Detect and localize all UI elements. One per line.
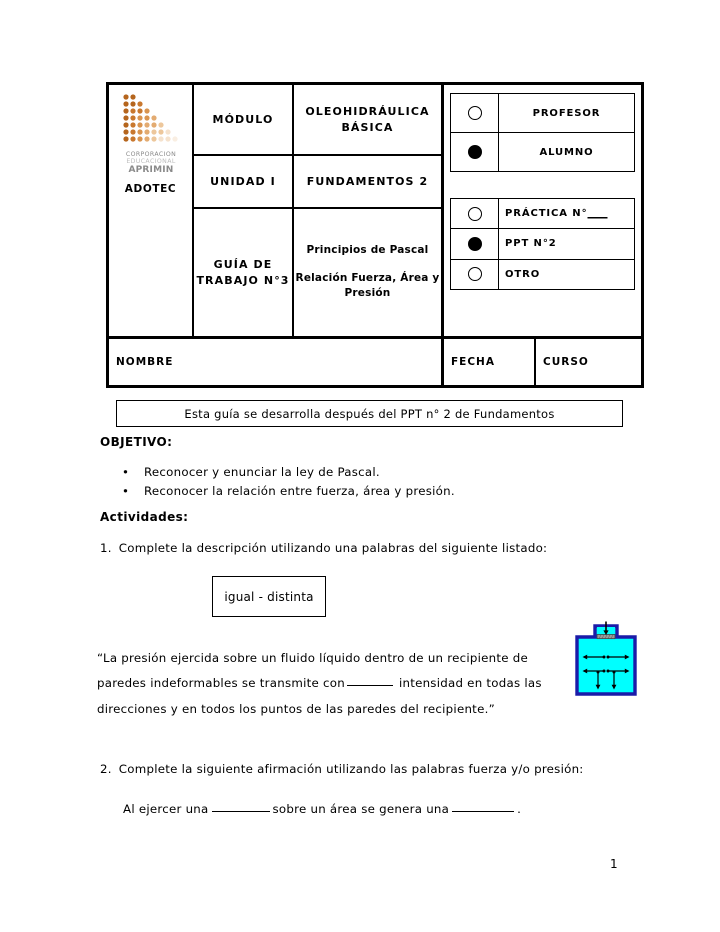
- type-otro-radio-cell[interactable]: [451, 260, 499, 289]
- activity-1-text: Complete la descripción utilizando una palabras del siguiente listado:: [118, 541, 548, 555]
- type-ppt-radio-cell[interactable]: [451, 229, 499, 258]
- header-info-table: [106, 82, 644, 388]
- activity-2-number: 2.: [100, 762, 112, 776]
- activity-2-sentence-part1: Al ejercer una: [123, 802, 209, 816]
- aprimin-wordmark-icon: [118, 148, 184, 174]
- word-bank-box: igual - distinta: [212, 576, 326, 617]
- guia-value-line1: Principios de Pascal: [306, 243, 429, 256]
- pressure-origin-dot: [607, 670, 610, 673]
- unidad-value: FUNDAMENTOS 2: [306, 174, 429, 188]
- objetivo-heading: OBJETIVO:: [100, 435, 173, 449]
- header-table-footer-row: [109, 339, 641, 385]
- curso-field[interactable]: CURSO: [543, 356, 589, 368]
- activity-2-sentence-part3: .: [517, 802, 522, 816]
- pascal-quote-part2: intensidad en todas las direcciones y en todos los puntos de las paredes del recipiente.”: [97, 676, 542, 716]
- radio-unselected-icon[interactable]: [468, 106, 482, 120]
- objetivo-list: [122, 463, 455, 501]
- type-ppt-label: PPT N°2: [505, 238, 557, 250]
- role-option-alumno[interactable]: [451, 132, 634, 171]
- fecha-field[interactable]: FECHA: [444, 339, 536, 385]
- table-row-modulo: [194, 85, 441, 156]
- sentence-blank-fuerza[interactable]: [212, 811, 270, 812]
- modulo-value: OLEOHIDRÁULICA BÁSICA: [305, 104, 430, 134]
- aprimin-pixel-mark-icon: [120, 91, 182, 147]
- activity-1-prompt: [100, 541, 547, 555]
- role-options-table: [450, 93, 635, 172]
- radio-selected-icon[interactable]: [468, 145, 482, 159]
- pressure-origin-dot: [607, 656, 610, 659]
- svg-text:EDUCACIONAL: EDUCACIONAL: [125, 158, 176, 165]
- pressure-origin-dot: [597, 671, 600, 674]
- list-item: [122, 463, 455, 482]
- list-item: [122, 482, 455, 501]
- role-option-profesor[interactable]: [451, 94, 634, 132]
- svg-text:APRIMIN: APRIMIN: [127, 165, 174, 174]
- type-practica-blank[interactable]: ____: [587, 208, 608, 220]
- header-table-top: [109, 85, 641, 339]
- bullet-icon: •: [122, 465, 130, 479]
- guia-value-line2: Relación Fuerza, Área y Presión: [295, 271, 440, 300]
- type-options-table: [450, 198, 635, 290]
- pascal-quote: [97, 646, 567, 722]
- options-block: [441, 85, 641, 336]
- objetivo-item-text: Reconocer y enunciar la ley de Pascal.: [144, 465, 380, 479]
- quote-blank-field[interactable]: [347, 685, 393, 686]
- pressure-origin-dot: [613, 671, 616, 674]
- nombre-field[interactable]: NOMBRE: [109, 339, 444, 385]
- activity-1-number: 1.: [100, 541, 112, 555]
- role-profesor-label: PROFESOR: [532, 107, 601, 119]
- adotec-brand-label: ADOTEC: [124, 183, 177, 195]
- table-row-guia: [194, 209, 441, 336]
- svg-text:CORPORACION: CORPORACION: [125, 151, 176, 158]
- header-table-main-grid: [194, 85, 441, 336]
- activity-2-sentence-part2: sobre un área se genera una: [272, 802, 450, 816]
- pressure-origin-dot: [603, 656, 606, 659]
- activity-2-text: Complete la siguiente afirmación utilizando las palabras fuerza y/o presión:: [118, 762, 584, 776]
- type-practica-radio-cell[interactable]: [451, 199, 499, 228]
- role-alumno-label: ALUMNO: [539, 146, 594, 158]
- type-practica-label: [499, 199, 634, 228]
- adotec-logo: [115, 91, 187, 174]
- guia-label: GUÍA DE TRABAJO N°3: [194, 209, 294, 336]
- type-option-practica[interactable]: [451, 199, 634, 228]
- guia-value: [294, 209, 441, 336]
- role-profesor-radio-cell[interactable]: [451, 94, 499, 132]
- page-number: 1: [610, 857, 618, 871]
- pressure-origin-dot: [603, 670, 606, 673]
- role-alumno-radio-cell[interactable]: [451, 133, 499, 171]
- table-row-unidad: [194, 156, 441, 209]
- radio-selected-icon[interactable]: [468, 237, 482, 251]
- modulo-label: MÓDULO: [194, 85, 294, 154]
- sentence-blank-presion[interactable]: [452, 811, 514, 812]
- type-option-ppt[interactable]: [451, 228, 634, 258]
- activity-2-prompt: [100, 762, 584, 776]
- type-option-otro[interactable]: [451, 259, 634, 289]
- pascal-pressure-container-icon: [572, 620, 640, 698]
- type-otro-label: OTRO: [505, 268, 541, 280]
- type-practica-text: PRÁCTICA N°: [505, 208, 588, 220]
- logo-cell: [109, 85, 194, 336]
- bullet-icon: •: [122, 484, 130, 499]
- objetivo-item-text: Reconocer la relación entre fuerza, área y presión.: [144, 484, 455, 499]
- unidad-label: UNIDAD I: [194, 156, 294, 207]
- radio-unselected-icon[interactable]: [468, 267, 482, 281]
- notice-box: Esta guía se desarrolla después del PPT n° 2 de Fundamentos: [116, 400, 623, 427]
- radio-unselected-icon[interactable]: [468, 207, 482, 221]
- activity-2-sentence: [123, 802, 521, 816]
- pascal-quote-part1: “La presión ejercida sobre un fluido líquido dentro de un recipiente de paredes indeformables se transmite con: [97, 651, 529, 691]
- actividades-heading: Actividades:: [100, 510, 189, 524]
